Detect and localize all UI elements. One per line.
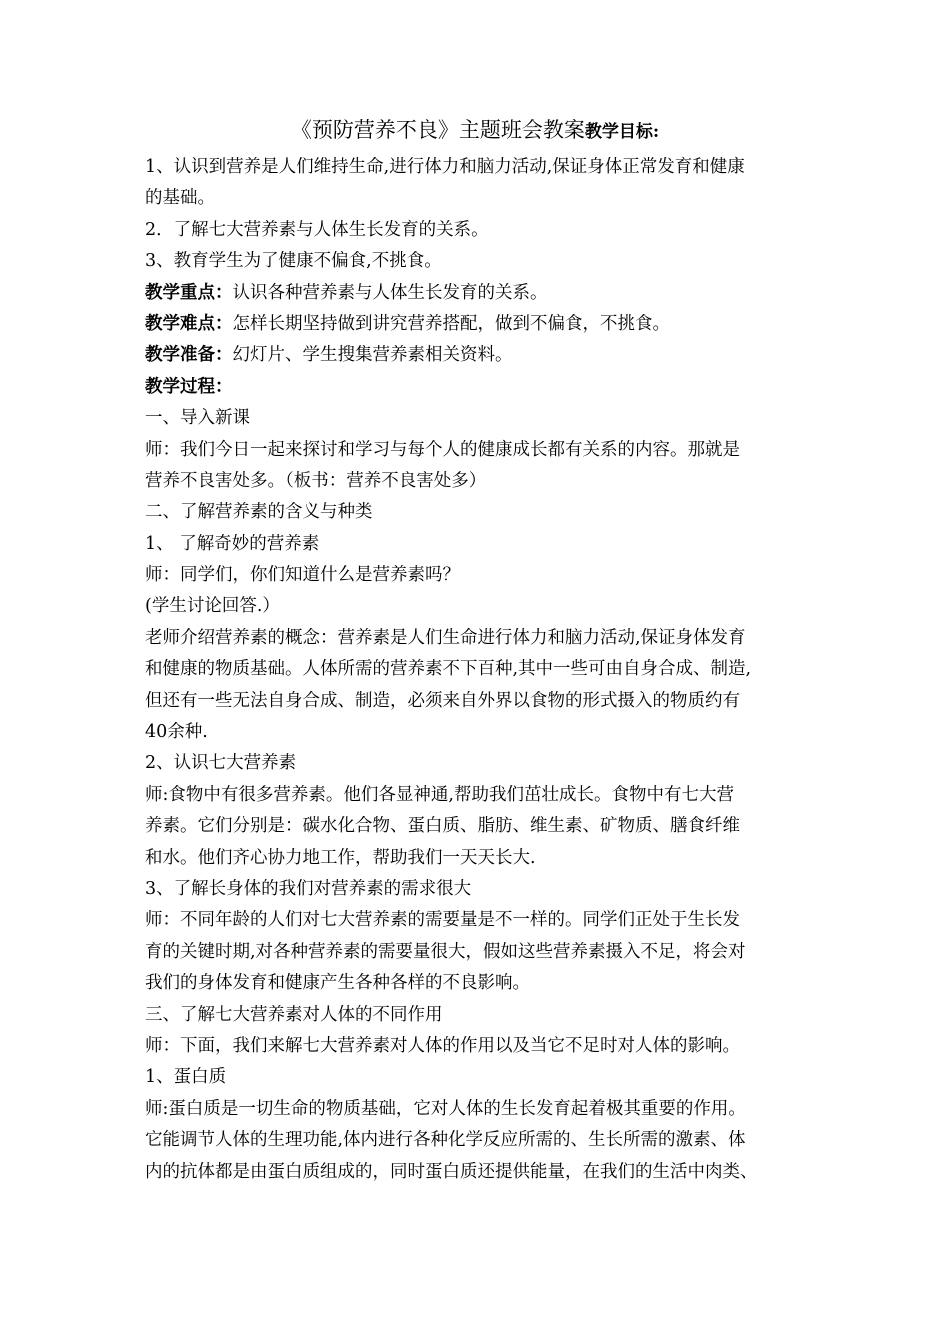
difficulty — [145, 309, 815, 340]
process-line: 一、导入新课 — [145, 408, 250, 429]
preparation-text: 幻灯片、学生搜集营养素相关资料。 — [232, 345, 513, 366]
document-body — [145, 152, 815, 1188]
preparation — [145, 340, 815, 371]
objective-line: 的基础。 — [145, 188, 215, 209]
process-line: 师:食物中有很多营养素。他们各显神通,帮助我们茁壮成长。食物中有七大营 — [145, 784, 734, 805]
title-main: 《预防营养不良》主题班会教案 — [290, 118, 585, 142]
process-line: 养素。它们分别是：碳水化合物、蛋白质、脂肪、维生素、矿物质、膳食纤维 — [145, 816, 740, 837]
key-point-text: 认识各种营养素与人体生长发育的关系。 — [232, 282, 548, 303]
page-title — [0, 116, 950, 146]
process-line: 师：我们今日一起来探讨和学习与每个人的健康成长都有关系的内容。那就是 — [145, 439, 740, 460]
difficulty-text: 怎样长期坚持做到讲究营养搭配，做到不偏食，不挑食。 — [232, 313, 670, 334]
process-heading: 教学过程： — [145, 376, 233, 397]
process-line: 和健康的物质基础。人体所需的营养素不下百种,其中一些可由自身合成、制造, — [145, 659, 752, 680]
process-line: 40余种. — [145, 722, 208, 743]
process-line: 2、认识七大营养素 — [145, 753, 297, 774]
objective-line: 1、认识到营养是人们维持生命,进行体力和脑力活动,保证身体正常发育和健康 — [145, 157, 745, 177]
difficulty-label: 教学难点： — [145, 313, 233, 334]
process-line: 它能调节人体的生理功能,体内进行各种化学反应所需的、生长所需的激素、体 — [145, 1130, 746, 1151]
process-line: 师:蛋白质是一切生命的物质基础，它对人体的生长发育起着极其重要的作用。 — [145, 1098, 746, 1119]
preparation-label: 教学准备： — [145, 345, 233, 366]
process-section — [145, 403, 815, 1188]
process-line: 但还有一些无法自身合成、制造，必须来自外界以食物的形式摄入的物质约有 — [145, 690, 740, 711]
process-line: 内的抗体都是由蛋白质组成的，同时蛋白质还提供能量，在我们的生活中肉类、 — [145, 1161, 758, 1182]
process-line: 师：下面，我们来解七大营养素对人体的作用以及当它不足时对人体的影响。 — [145, 1035, 740, 1056]
title-suffix: 教学目标: — [584, 122, 660, 142]
process-line: 三、了解七大营养素对人体的不同作用 — [145, 1004, 443, 1025]
objective-line: 3、教育学生为了健康不偏食,不挑食。 — [145, 251, 442, 272]
key-point-label: 教学重点： — [145, 282, 233, 303]
process-line: 老师介绍营养素的概念：营养素是人们生命进行体力和脑力活动,保证身体发育 — [145, 627, 746, 648]
process-line: 3、了解长身体的我们对营养素的需求很大 — [145, 878, 472, 899]
process-line: 和水。他们齐心协力地工作，帮助我们一天天长大. — [145, 847, 536, 868]
process-line: 师：不同年龄的人们对七大营养素的需要量是不一样的。同学们正处于生长发 — [145, 910, 740, 931]
process-line: 1、 了解奇妙的营养素 — [145, 533, 320, 554]
objective-line: 2．了解七大营养素与人体生长发育的关系。 — [145, 219, 489, 240]
process-line: 我们的身体发育和健康产生各种各样的不良影响。 — [145, 973, 530, 994]
process-line: 营养不良害处多。（板书：营养不良害处多） — [145, 470, 487, 491]
process-line: 育的关键时期,对各种营养素的需要量很大，假如这些营养素摄入不足，将会对 — [145, 941, 746, 962]
process-line: (学生讨论回答.） — [145, 596, 280, 617]
process-line: 1、蛋白质 — [145, 1067, 227, 1088]
key-point — [145, 278, 815, 309]
process-line: 二、了解营养素的含义与种类 — [145, 502, 373, 523]
process-line: 师：同学们，你们知道什么是营养素吗？ — [145, 565, 460, 586]
